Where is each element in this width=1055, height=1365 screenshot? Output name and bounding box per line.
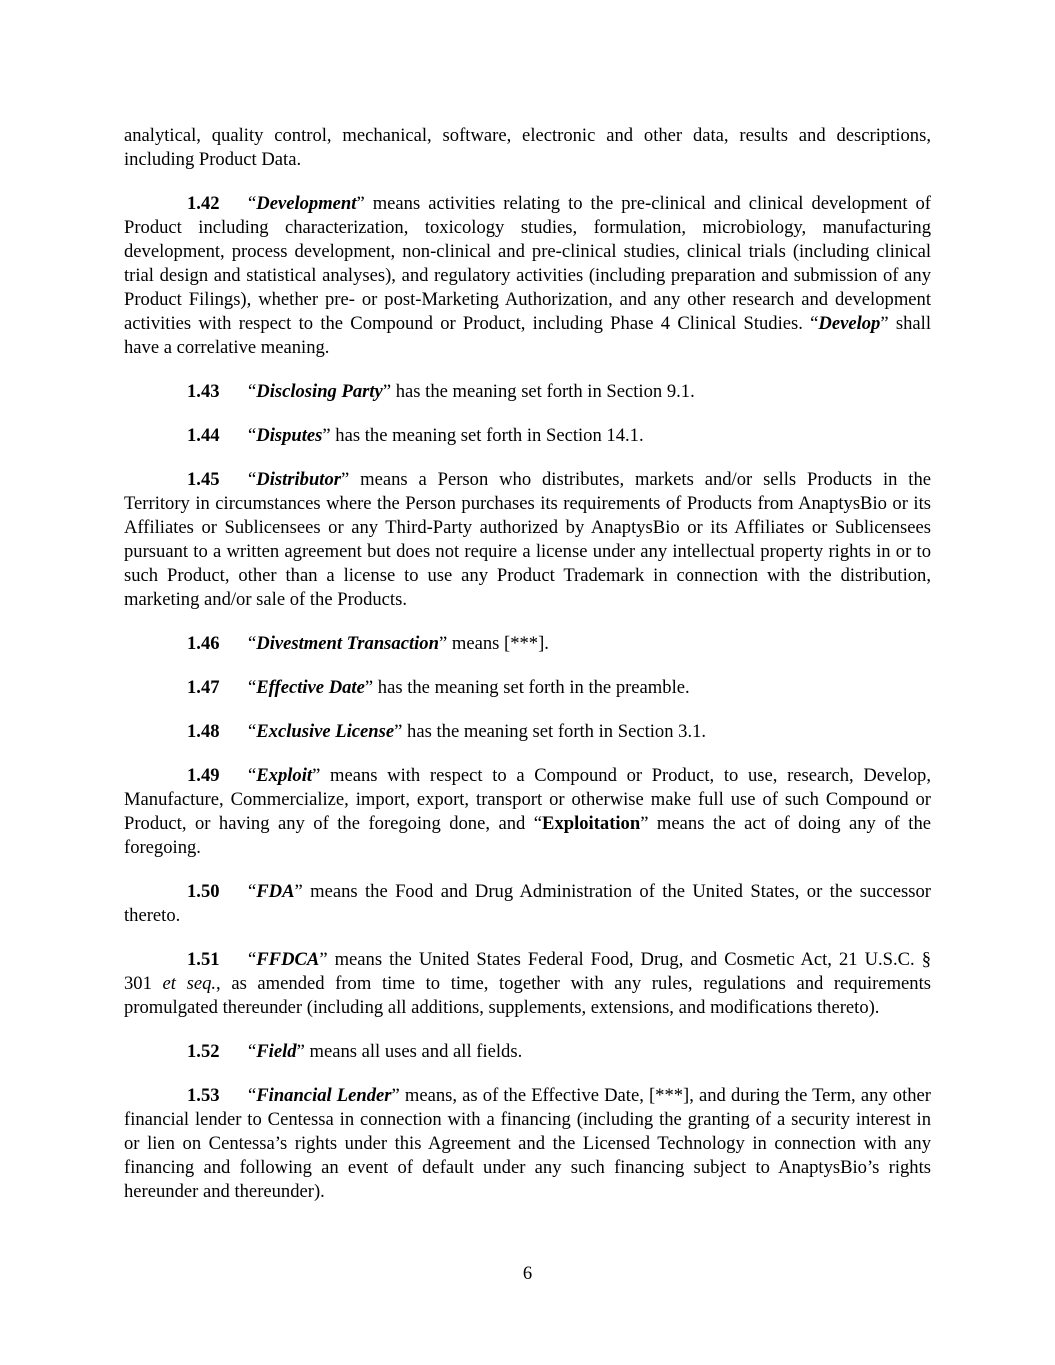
definition-1-42: 1.42 “Development” means activities relating to the pre-clinical and clinical development of Product including characterization, toxicology studies, formulation, microbiology, manufacturing development, process development, non-clinical and pre-clinical studies, clinical trials (including clinical trial design and statistical analyses), and regulatory activities (including preparation and submission of any Product Filings), whether pre- or post-Marketing Authorization, and any other research and development activities with respect to the Compound or Product, including Phase 4 Clinical Studies. “Develop” shall have a correlative meaning. bbox=[124, 193, 931, 358]
defined-term: Financial Lender bbox=[256, 1085, 392, 1106]
defined-term: Divestment Transaction bbox=[256, 633, 439, 654]
continuation-paragraph: analytical, quality control, mechanical, software, electronic and other data, results and descriptions, including Product Data. bbox=[124, 125, 931, 170]
definition-1-44: 1.44 “Disputes” has the meaning set forth in Section 14.1. bbox=[187, 425, 644, 446]
section-number: 1.48 bbox=[187, 721, 220, 742]
definition-1-43: 1.43 “Disclosing Party” has the meaning set forth in Section 9.1. bbox=[187, 381, 695, 402]
defined-term: Field bbox=[256, 1041, 297, 1062]
defined-term: Exploit bbox=[256, 765, 313, 786]
section-number: 1.44 bbox=[187, 425, 220, 446]
defined-term: Disclosing Party bbox=[256, 381, 383, 402]
definition-text: means activities relating to the pre-clinical and clinical development of Product including characterization, toxicology studies, formulation, microbiology, manufacturing development, process development, non-clinical and pre-clinical studies, clinical trials (including clinical trial design and statistical analyses), and regulatory activities (including preparation and submission of any Product Filings), whether pre- or post-Marketing Authorization, and any other research and development activities with respect to the Compound or Product, including Phase 4 Clinical Studies. “ bbox=[124, 193, 931, 334]
definition-1-49: 1.49 “Exploit” means with respect to a Compound or Product, to use, research, Develop, Manufacture, Commercialize, import, export, transport or otherwise make full use of such Compound or Product, or having any of the foregoing done, and “Exploitation” means the act of doing any of the foregoing. bbox=[124, 765, 931, 858]
definition-1-51: 1.51 “FFDCA” means the United States Federal Food, Drug, and Cosmetic Act, 21 U.S.C. § 301 et seq., as amended from time to time, together with any rules, regulations and requirements promulgated thereunder (including all additions, supplements, extensions, and modifications thereto). bbox=[124, 949, 931, 1018]
section-number: 1.51 bbox=[187, 949, 220, 970]
defined-term: Distributor bbox=[256, 469, 341, 490]
definition-1-53: 1.53 “Financial Lender” means, as of the Effective Date, [***], and during the Term, any other financial lender to Centessa in connection with a financing (including the granting of a security interest in or lien on Centessa’s rights under this Agreement and the Licensed Technology in connection with any financing and following an event of default under any such financing subject to AnaptysBio’s rights hereunder and thereunder). bbox=[124, 1085, 931, 1202]
definition-text: means the Food and Drug Administration of the United States, or the successor thereto. bbox=[124, 881, 931, 926]
definition-text: has the meaning set forth in the preamble. bbox=[373, 677, 690, 698]
definition-text: means, as of the Effective Date, [***], and during the Term, any other financial lender to Centessa in connection with a financing (including the granting of a security interest in or lien on Centessa’s rights under this Agreement and the Licensed Technology in connection with any financing and following an event of default under any such financing subject to AnaptysBio’s rights hereunder and thereunder). bbox=[124, 1085, 931, 1202]
definition-1-47: 1.47 “Effective Date” has the meaning set forth in the preamble. bbox=[187, 677, 690, 698]
definition-text: means with respect to a Compound or Product, to use, research, Develop, Manufacture, Commercialize, import, export, transport or otherwise make full use of such Compound or Product, or having any of the foregoing done, and “ bbox=[124, 765, 931, 834]
defined-term: Disputes bbox=[256, 425, 323, 446]
definition-text-tail: , as amended from time to time, together with any rules, regulations and requirements promulgated thereunder (including all additions, supplements, extensions, and modifications thereto). bbox=[124, 973, 931, 1018]
definition-text: means a Person who distributes, markets and/or sells Products in the Territory in circumstances where the Person purchases its requirements of Products from AnaptysBio or its Affiliates or Sublicensees or any Third-Party authorized by AnaptysBio or its Affiliates or Sublicensees pursuant to a written agreement but does not require a license under any intellectual property rights in or to such Product, other than a license to use any Product Trademark in connection with the distribution, marketing and/or sale of the Products. bbox=[124, 469, 931, 610]
definition-1-46: 1.46 “Divestment Transaction” means [***]. bbox=[187, 633, 549, 654]
defined-term: Development bbox=[256, 193, 357, 214]
definition-text-tail: ” shall have a correlative meaning. bbox=[124, 313, 931, 358]
page-number: 6 bbox=[522, 1263, 533, 1284]
defined-term: FDA bbox=[256, 881, 295, 902]
document-page bbox=[124, 124, 931, 1224]
definition-text: has the meaning set forth in Section 9.1. bbox=[391, 381, 695, 402]
defined-term-bold: Exploitation bbox=[542, 813, 641, 834]
definition-text: has the meaning set forth in Section 14.1. bbox=[330, 425, 644, 446]
definition-text: means the United States Federal Food, Drug, and Cosmetic Act, 21 U.S.C. § 301 bbox=[124, 949, 931, 994]
definition-1-50: 1.50 “FDA” means the Food and Drug Administration of the United States, or the successor thereto. bbox=[124, 881, 931, 926]
section-number: 1.45 bbox=[187, 469, 220, 490]
definition-1-48: 1.48 “Exclusive License” has the meaning set forth in Section 3.1. bbox=[187, 721, 707, 742]
defined-term: FFDCA bbox=[256, 949, 320, 970]
section-number: 1.43 bbox=[187, 381, 220, 402]
defined-term: Effective Date bbox=[256, 677, 365, 698]
definition-text: has the meaning set forth in Section 3.1. bbox=[402, 721, 707, 742]
definition-text: means [***]. bbox=[447, 633, 549, 654]
section-number: 1.42 bbox=[187, 193, 220, 214]
definition-text-tail: ” means the act of doing any of the foregoing. bbox=[124, 813, 931, 858]
section-number: 1.52 bbox=[187, 1041, 220, 1062]
section-number: 1.49 bbox=[187, 765, 220, 786]
definition-1-52: 1.52 “Field” means all uses and all fields. bbox=[187, 1041, 523, 1062]
section-number: 1.46 bbox=[187, 633, 220, 654]
definition-text: means all uses and all fields. bbox=[304, 1041, 523, 1062]
section-number: 1.53 bbox=[187, 1085, 220, 1106]
defined-term: Exclusive License bbox=[256, 721, 395, 742]
defined-term-secondary: Develop bbox=[818, 313, 881, 334]
section-number: 1.47 bbox=[187, 677, 220, 698]
italic-text: et seq. bbox=[162, 973, 217, 994]
section-number: 1.50 bbox=[187, 881, 220, 902]
definition-1-45: 1.45 “Distributor” means a Person who distributes, markets and/or sells Products in the Territory in circumstances where the Person purchases its requirements of Products from AnaptysBio or its Affiliates or Sublicensees or any Third-Party authorized by AnaptysBio or its Affiliates or Sublicensees pursuant to a written agreement but does not require a license under any intellectual property rights in or to such Product, other than a license to use any Product Trademark in connection with the distribution, marketing and/or sale of the Products. bbox=[124, 469, 931, 610]
